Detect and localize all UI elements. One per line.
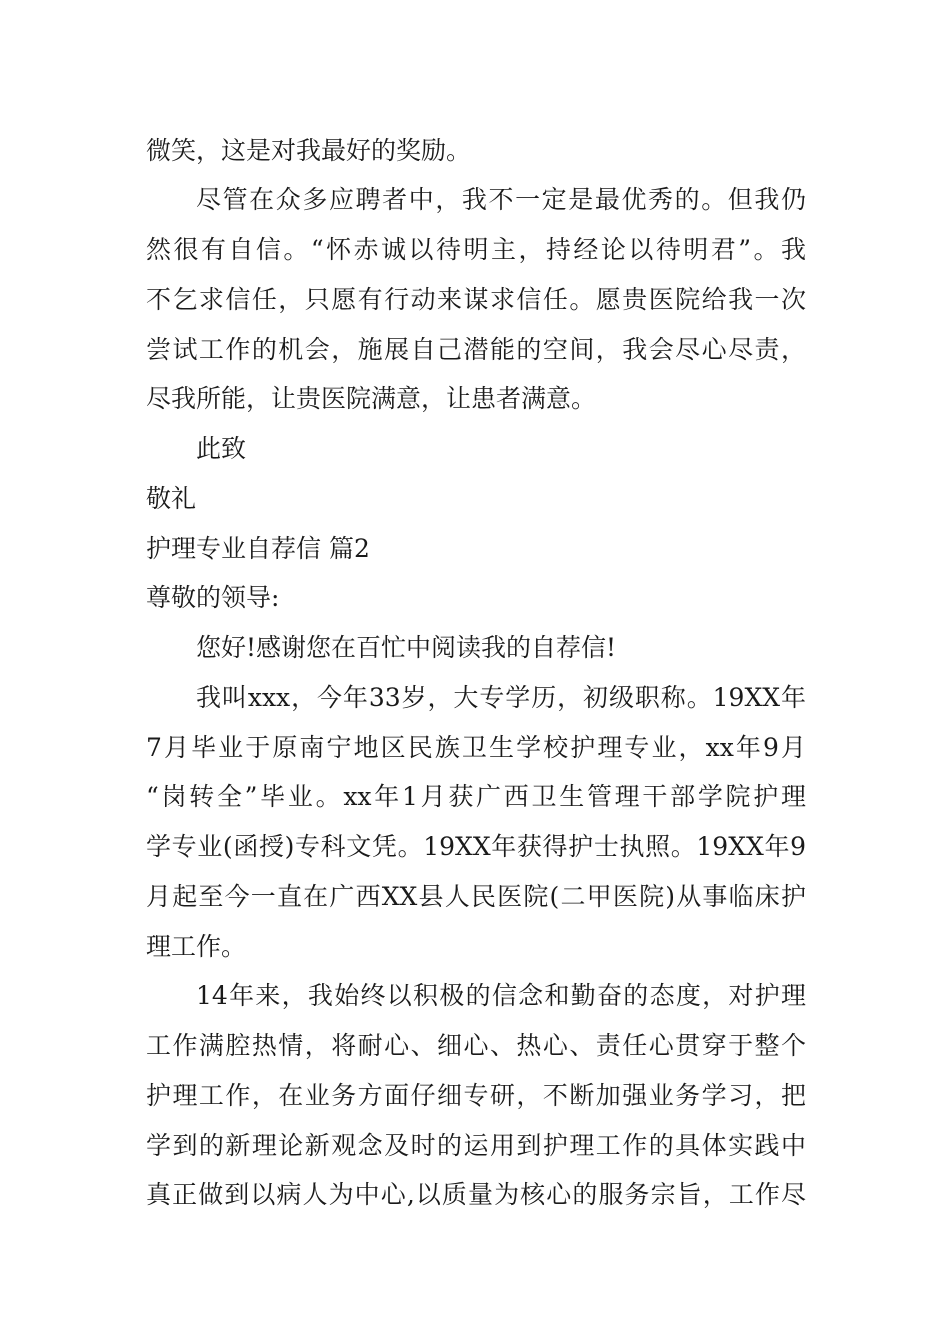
text-line: 学专业(函授)专科文凭。19XX年获得护士执照。19XX年9 bbox=[146, 832, 806, 861]
text-line: 然很有自信。“怀赤诚以待明主，持经论以待明君”。我 bbox=[146, 235, 806, 264]
text-line: 微笑，这是对我最好的奖励。 bbox=[146, 136, 472, 165]
closing-respect: 敬礼 bbox=[146, 484, 197, 513]
text-line: “岗转全”毕业。xx年1月获广西卫生管理干部学院护理 bbox=[146, 782, 806, 811]
paragraph-first-line: 您好!感谢您在百忙中阅读我的自荐信! bbox=[196, 633, 617, 662]
text-line: 真正做到以病人为中心,以质量为核心的服务宗旨，工作尽 bbox=[146, 1180, 806, 1209]
letter-greeting: 尊敬的领导: bbox=[146, 583, 280, 612]
paragraph-first-line: 我叫xxx，今年33岁，大专学历，初级职称。19XX年 bbox=[196, 683, 806, 712]
text-line: 护理工作，在业务方面仔细专研，不断加强业务学习，把 bbox=[146, 1081, 806, 1110]
text-line: 学到的新理论新观念及时的运用到护理工作的具体实践中 bbox=[146, 1131, 806, 1160]
text-line: 尽我所能，让贵医院满意，让患者满意。 bbox=[146, 384, 597, 413]
text-line: 不乞求信任，只愿有行动来谋求信任。愿贵医院给我一次 bbox=[146, 285, 806, 314]
text-line: 7月毕业于原南宁地区民族卫生学校护理专业，xx年9月 bbox=[146, 733, 806, 762]
text-line: 月起至今一直在广西XX县人民医院(二甲医院)从事临床护 bbox=[146, 882, 806, 911]
section-title: 护理专业自荐信 篇2 bbox=[146, 534, 370, 563]
text-line: 尝试工作的机会，施展自己潜能的空间，我会尽心尽责， bbox=[146, 335, 806, 364]
paragraph-first-line: 尽管在众多应聘者中，我不一定是最优秀的。但我仍 bbox=[196, 185, 806, 214]
paragraph-first-line: 14年来，我始终以积极的信念和勤奋的态度，对护理 bbox=[196, 981, 806, 1010]
closing-salutation: 此致 bbox=[196, 434, 247, 463]
text-line: 工作满腔热情，将耐心、细心、热心、责任心贯穿于整个 bbox=[146, 1031, 806, 1060]
text-line: 理工作。 bbox=[146, 932, 247, 961]
